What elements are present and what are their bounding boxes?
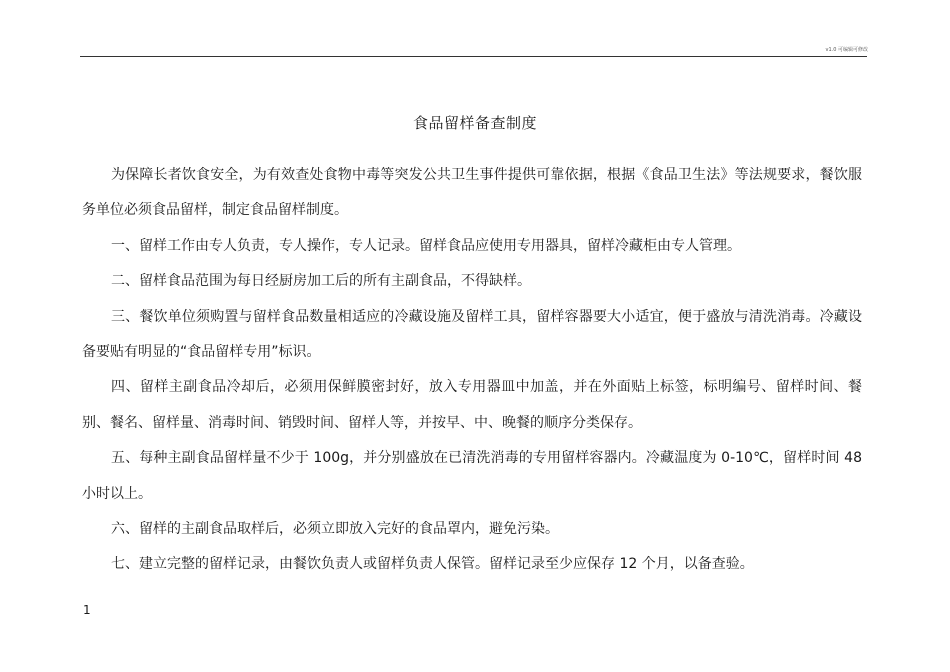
header-version-tag: v1.0 可编辑可修改 — [825, 47, 868, 53]
rule-paragraph-4: 四、留样主副食品冷却后，必须用保鲜膜密封好，放入专用器皿中加盖，并在外面贴上标签，标明编号、留样时间、餐别、餐名、留样量、消毒时间、销毁时间、留样人等，并按早、中、晚餐的顺序分类保存。 — [82, 379, 862, 431]
header-divider — [80, 56, 867, 57]
rule-paragraph-7: 七、建立完整的留样记录，由餐饮负责人或留样负责人保管。留样记录至少应保存 12 个月，以备查验。 — [111, 556, 754, 573]
document-body — [82, 158, 862, 583]
rule-paragraph-5: 五、每种主副食品留样量不少于 100g，并分别盛放在已清洗消毒的专用留样容器内。冷藏温度为 0-10℃，留样时间 48 小时以上。 — [82, 450, 862, 502]
rule-paragraph-3: 三、餐饮单位须购置与留样食品数量相适应的冷藏设施及留样工具，留样容器要大小适宜，便于盛放与清洗消毒。冷藏设备要贴有明显的“食品留样专用”标识。 — [82, 308, 862, 361]
page-number: 1 — [83, 603, 91, 617]
rule-paragraph-1: 一、留样工作由专人负责，专人操作，专人记录。留样食品应使用专用器具，留样冷藏柜由专人管理。 — [111, 237, 741, 254]
rule-paragraph-6: 六、留样的主副食品取样后，必须立即放入完好的食品罩内，避免污染。 — [111, 521, 559, 538]
document-title: 食品留样备查制度 — [412, 114, 537, 132]
rule-paragraph-2: 二、留样食品范围为每日经厨房加工后的所有主副食品，不得缺样。 — [111, 273, 531, 290]
intro-paragraph: 为保障长者饮食安全，为有效查处食物中毒等突发公共卫生事件提供可靠依据，根据《食品卫生法》等法规要求，餐饮服务单位必须食品留样，制定食品留样制度。 — [82, 167, 862, 219]
